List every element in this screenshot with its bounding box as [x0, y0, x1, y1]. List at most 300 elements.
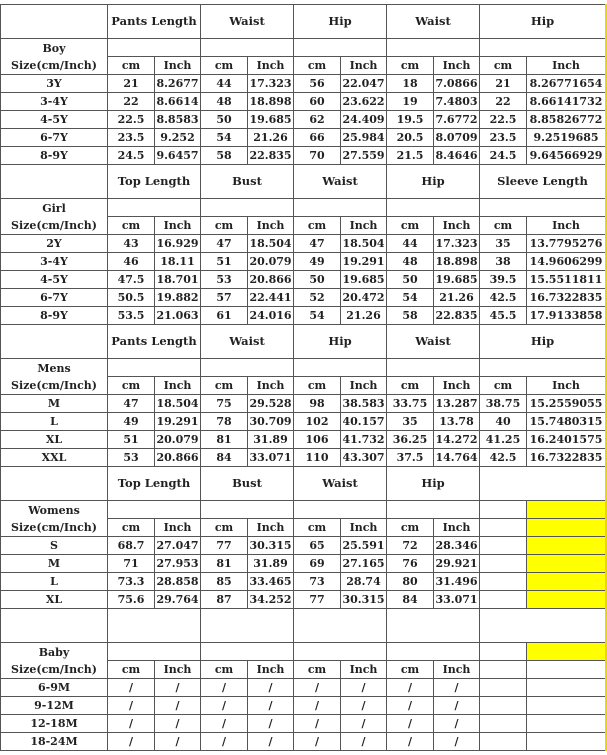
- boy-value-cell: 54: [201, 129, 248, 147]
- boy-value-cell: 21.5: [387, 147, 434, 165]
- womens-value-cell: 76: [387, 555, 434, 573]
- mens-table-row: [1, 449, 607, 467]
- womens-value-cell: 29.921: [434, 555, 480, 573]
- womens-unit-header: cm: [201, 519, 248, 537]
- girl-value-cell: 54: [294, 307, 341, 325]
- boy-value-cell: 19.685: [248, 111, 294, 129]
- mens-size-label-cell: [1, 359, 108, 395]
- womens-value-cell: 73.3: [108, 573, 155, 591]
- boy-unit-header: cm: [480, 57, 527, 75]
- mens-blank-cell: [201, 359, 294, 377]
- baby-group-header: [108, 609, 201, 643]
- boy-value-cell: 27.559: [341, 147, 387, 165]
- boy-value-cell: 9.252: [155, 129, 201, 147]
- mens-value-cell: 41.25: [480, 431, 527, 449]
- boy-size-unit-label: Size(cm/Inch): [11, 58, 97, 72]
- girl-value-cell: 20.472: [341, 289, 387, 307]
- womens-size-cell: XL: [1, 591, 108, 609]
- girl-value-cell: 22.441: [248, 289, 294, 307]
- womens-value-cell: 33.465: [248, 573, 294, 591]
- baby-blank-cell: [387, 643, 480, 661]
- boy-value-cell: 8.8583: [155, 111, 201, 129]
- baby-section-title: Baby: [38, 645, 70, 659]
- girl-value-cell: 53.5: [108, 307, 155, 325]
- baby-value-cell: /: [387, 733, 434, 751]
- womens-value-cell: [527, 591, 607, 609]
- baby-value-cell: /: [294, 733, 341, 751]
- mens-group-header: Hip: [480, 325, 607, 359]
- baby-group-header: [294, 609, 387, 643]
- boy-value-cell: 21.26: [248, 129, 294, 147]
- baby-size-cell: 9-12M: [1, 697, 108, 715]
- womens-spacer-row: [1, 501, 607, 519]
- girl-group-header-row: [1, 165, 607, 199]
- womens-size-label-cell: [1, 501, 108, 537]
- mens-value-cell: 35: [387, 413, 434, 431]
- baby-value-cell: /: [155, 679, 201, 697]
- mens-value-cell: 14.764: [434, 449, 480, 467]
- baby-group-header: [387, 609, 480, 643]
- womens-value-cell: 75.6: [108, 591, 155, 609]
- mens-value-cell: 15.2559055: [527, 395, 607, 413]
- mens-value-cell: 41.732: [341, 431, 387, 449]
- baby-size-cell: 6-9M: [1, 679, 108, 697]
- boy-value-cell: 20.5: [387, 129, 434, 147]
- girl-table-row: [1, 289, 607, 307]
- girl-value-cell: 16.7322835: [527, 289, 607, 307]
- baby-value-cell: /: [108, 733, 155, 751]
- womens-blank-cell: [294, 501, 387, 519]
- boy-value-cell: 23.622: [341, 93, 387, 111]
- womens-blank-cell: [480, 501, 527, 519]
- baby-value-cell: /: [155, 715, 201, 733]
- boy-value-cell: 22.835: [248, 147, 294, 165]
- boy-value-cell: 8.85826772: [527, 111, 607, 129]
- womens-unit-header: [480, 519, 527, 537]
- mens-value-cell: 40: [480, 413, 527, 431]
- boy-value-cell: 18.898: [248, 93, 294, 111]
- womens-unit-header: cm: [108, 519, 155, 537]
- girl-value-cell: 47: [294, 235, 341, 253]
- boy-value-cell: 24.409: [341, 111, 387, 129]
- boy-value-cell: 21: [108, 75, 155, 93]
- mens-unit-header: cm: [480, 377, 527, 395]
- baby-value-cell: /: [155, 733, 201, 751]
- boy-value-cell: 56: [294, 75, 341, 93]
- mens-value-cell: 37.5: [387, 449, 434, 467]
- girl-value-cell: 47: [201, 235, 248, 253]
- boy-value-cell: 44: [201, 75, 248, 93]
- girl-group-header: Bust: [201, 165, 294, 199]
- womens-value-cell: 31.89: [248, 555, 294, 573]
- boy-size-cell: 3Y: [1, 75, 108, 93]
- mens-table-row: [1, 395, 607, 413]
- mens-table-row: [1, 431, 607, 449]
- girl-value-cell: 61: [201, 307, 248, 325]
- boy-table-row: [1, 147, 607, 165]
- girl-value-cell: 48: [387, 253, 434, 271]
- girl-unit-header: cm: [387, 217, 434, 235]
- mens-value-cell: 47: [108, 395, 155, 413]
- baby-value-cell: [480, 715, 527, 733]
- boy-unit-header: Inch: [248, 57, 294, 75]
- mens-value-cell: 30.709: [248, 413, 294, 431]
- girl-value-cell: 20.079: [248, 253, 294, 271]
- girl-value-cell: 46: [108, 253, 155, 271]
- womens-unit-header: Inch: [434, 519, 480, 537]
- baby-table-row: [1, 733, 607, 751]
- girl-corner-cell: [1, 165, 108, 199]
- mens-value-cell: 49: [108, 413, 155, 431]
- womens-value-cell: 33.071: [434, 591, 480, 609]
- mens-value-cell: 110: [294, 449, 341, 467]
- womens-unit-header: Inch: [248, 519, 294, 537]
- mens-value-cell: 16.2401575: [527, 431, 607, 449]
- girl-value-cell: 57: [201, 289, 248, 307]
- boy-value-cell: 9.64566929: [527, 147, 607, 165]
- boy-size-cell: 8-9Y: [1, 147, 108, 165]
- boy-size-label-cell: [1, 39, 108, 75]
- mens-size-cell: M: [1, 395, 108, 413]
- womens-blank-cell: [387, 501, 480, 519]
- girl-blank-cell: [108, 199, 201, 217]
- girl-value-cell: 38: [480, 253, 527, 271]
- mens-value-cell: 13.78: [434, 413, 480, 431]
- mens-corner-cell: [1, 325, 108, 359]
- girl-table-row: [1, 271, 607, 289]
- womens-value-cell: 85: [201, 573, 248, 591]
- girl-section-title: Girl: [42, 201, 66, 215]
- mens-value-cell: 106: [294, 431, 341, 449]
- baby-value-cell: /: [294, 697, 341, 715]
- girl-value-cell: 18.504: [341, 235, 387, 253]
- girl-unit-header: Inch: [155, 217, 201, 235]
- boy-table-row: [1, 93, 607, 111]
- baby-value-cell: [527, 697, 607, 715]
- womens-value-cell: 34.252: [248, 591, 294, 609]
- boy-value-cell: 22.047: [341, 75, 387, 93]
- womens-size-cell: L: [1, 573, 108, 591]
- womens-table-row: [1, 591, 607, 609]
- womens-size-unit-label: Size(cm/Inch): [11, 520, 97, 534]
- womens-value-cell: 77: [294, 591, 341, 609]
- womens-value-cell: 73: [294, 573, 341, 591]
- womens-value-cell: 72: [387, 537, 434, 555]
- girl-unit-header: cm: [294, 217, 341, 235]
- girl-value-cell: 18.504: [248, 235, 294, 253]
- boy-value-cell: 7.0866: [434, 75, 480, 93]
- baby-blank-cell: [294, 643, 387, 661]
- boy-corner-cell: [1, 5, 108, 39]
- mens-unit-header: Inch: [248, 377, 294, 395]
- girl-value-cell: 17.9133858: [527, 307, 607, 325]
- womens-value-cell: [527, 555, 607, 573]
- baby-size-unit-label: Size(cm/Inch): [11, 662, 97, 676]
- girl-group-header: Sleeve Length: [480, 165, 607, 199]
- boy-unit-header: cm: [387, 57, 434, 75]
- womens-section-title: Womens: [28, 503, 80, 517]
- boy-unit-header: cm: [294, 57, 341, 75]
- girl-group-header: Top Length: [108, 165, 201, 199]
- mens-size-cell: XXL: [1, 449, 108, 467]
- boy-value-cell: 21: [480, 75, 527, 93]
- baby-value-cell: /: [341, 733, 387, 751]
- mens-value-cell: 36.25: [387, 431, 434, 449]
- womens-size-cell: M: [1, 555, 108, 573]
- mens-unit-header: Inch: [527, 377, 607, 395]
- womens-unit-header: [527, 519, 607, 537]
- womens-value-cell: 31.496: [434, 573, 480, 591]
- womens-value-cell: [480, 537, 527, 555]
- girl-blank-cell: [294, 199, 387, 217]
- boy-value-cell: 23.5: [108, 129, 155, 147]
- baby-value-cell: /: [108, 679, 155, 697]
- womens-value-cell: 30.315: [341, 591, 387, 609]
- baby-value-cell: /: [248, 733, 294, 751]
- boy-table-row: [1, 75, 607, 93]
- boy-group-header: Waist: [387, 5, 480, 39]
- girl-value-cell: 20.866: [248, 271, 294, 289]
- boy-unit-header: Inch: [434, 57, 480, 75]
- girl-value-cell: 44: [387, 235, 434, 253]
- baby-value-cell: /: [387, 715, 434, 733]
- girl-value-cell: 19.685: [434, 271, 480, 289]
- boy-value-cell: 8.4646: [434, 147, 480, 165]
- boy-spacer-row: [1, 39, 607, 57]
- mens-unit-header: cm: [387, 377, 434, 395]
- baby-table-row: [1, 715, 607, 733]
- womens-value-cell: 28.74: [341, 573, 387, 591]
- boy-blank-cell: [480, 39, 607, 57]
- mens-value-cell: 13.287: [434, 395, 480, 413]
- boy-value-cell: 48: [201, 93, 248, 111]
- mens-unit-header: cm: [108, 377, 155, 395]
- mens-value-cell: 31.89: [248, 431, 294, 449]
- mens-value-cell: 18.504: [155, 395, 201, 413]
- boy-value-cell: 8.0709: [434, 129, 480, 147]
- womens-value-cell: 80: [387, 573, 434, 591]
- girl-value-cell: 22.835: [434, 307, 480, 325]
- baby-group-header: [480, 609, 607, 643]
- boy-value-cell: 22.5: [108, 111, 155, 129]
- girl-unit-header: Inch: [341, 217, 387, 235]
- mens-size-unit-label: Size(cm/Inch): [11, 378, 97, 392]
- womens-unit-header: cm: [387, 519, 434, 537]
- girl-blank-cell: [480, 199, 607, 217]
- boy-blank-cell: [201, 39, 294, 57]
- size-chart-table: [0, 4, 607, 751]
- womens-value-cell: 29.764: [155, 591, 201, 609]
- boy-group-header: Hip: [294, 5, 387, 39]
- girl-size-cell: 2Y: [1, 235, 108, 253]
- womens-table-row: [1, 573, 607, 591]
- boy-value-cell: 70: [294, 147, 341, 165]
- womens-blank-cell: [108, 501, 201, 519]
- womens-value-cell: 71: [108, 555, 155, 573]
- girl-value-cell: 18.11: [155, 253, 201, 271]
- womens-size-cell: S: [1, 537, 108, 555]
- boy-size-cell: 3-4Y: [1, 93, 108, 111]
- baby-size-cell: 18-24M: [1, 733, 108, 751]
- boy-blank-cell: [387, 39, 480, 57]
- baby-unit-header: Inch: [434, 661, 480, 679]
- girl-value-cell: 53: [201, 271, 248, 289]
- boy-group-header: Waist: [201, 5, 294, 39]
- boy-value-cell: 7.4803: [434, 93, 480, 111]
- baby-value-cell: /: [108, 697, 155, 715]
- baby-unit-header: cm: [387, 661, 434, 679]
- womens-value-cell: [480, 591, 527, 609]
- girl-blank-cell: [201, 199, 294, 217]
- boy-group-header: Pants Length: [108, 5, 201, 39]
- mens-value-cell: 53: [108, 449, 155, 467]
- mens-value-cell: 14.272: [434, 431, 480, 449]
- womens-value-cell: 84: [387, 591, 434, 609]
- boy-value-cell: 62: [294, 111, 341, 129]
- girl-value-cell: 51: [201, 253, 248, 271]
- baby-value-cell: /: [434, 733, 480, 751]
- baby-unit-header: cm: [108, 661, 155, 679]
- womens-value-cell: [527, 537, 607, 555]
- boy-value-cell: 8.2677: [155, 75, 201, 93]
- mens-size-cell: XL: [1, 431, 108, 449]
- mens-unit-header: Inch: [341, 377, 387, 395]
- baby-table-row: [1, 679, 607, 697]
- mens-value-cell: 15.7480315: [527, 413, 607, 431]
- womens-value-cell: 87: [201, 591, 248, 609]
- baby-value-cell: /: [341, 715, 387, 733]
- mens-group-header: Pants Length: [108, 325, 201, 359]
- baby-corner-cell: [1, 609, 108, 643]
- baby-value-cell: /: [155, 697, 201, 715]
- girl-size-label-cell: [1, 199, 108, 235]
- boy-value-cell: 66: [294, 129, 341, 147]
- girl-value-cell: 19.291: [341, 253, 387, 271]
- womens-group-header: [480, 467, 607, 501]
- mens-spacer-row: [1, 359, 607, 377]
- mens-value-cell: 102: [294, 413, 341, 431]
- girl-table-row: [1, 253, 607, 271]
- girl-value-cell: 18.701: [155, 271, 201, 289]
- womens-corner-cell: [1, 467, 108, 501]
- baby-group-header-row: [1, 609, 607, 643]
- womens-value-cell: 69: [294, 555, 341, 573]
- womens-table-row: [1, 555, 607, 573]
- baby-value-cell: /: [341, 697, 387, 715]
- girl-value-cell: 21.063: [155, 307, 201, 325]
- girl-value-cell: 42.5: [480, 289, 527, 307]
- baby-blank-cell: [108, 643, 201, 661]
- girl-group-header: Hip: [387, 165, 480, 199]
- boy-table-row: [1, 129, 607, 147]
- mens-blank-cell: [108, 359, 201, 377]
- boy-value-cell: 9.6457: [155, 147, 201, 165]
- mens-value-cell: 33.75: [387, 395, 434, 413]
- baby-unit-header: Inch: [155, 661, 201, 679]
- girl-blank-cell: [387, 199, 480, 217]
- womens-value-cell: 27.953: [155, 555, 201, 573]
- girl-value-cell: 50: [387, 271, 434, 289]
- boy-value-cell: 58: [201, 147, 248, 165]
- girl-value-cell: 15.5511811: [527, 271, 607, 289]
- womens-value-cell: [527, 573, 607, 591]
- baby-value-cell: /: [294, 715, 341, 733]
- girl-unit-header: Inch: [527, 217, 607, 235]
- girl-value-cell: 35: [480, 235, 527, 253]
- mens-value-cell: 43.307: [341, 449, 387, 467]
- girl-value-cell: 13.7795276: [527, 235, 607, 253]
- mens-value-cell: 98: [294, 395, 341, 413]
- mens-table-row: [1, 413, 607, 431]
- mens-value-cell: 38.75: [480, 395, 527, 413]
- womens-unit-header: Inch: [341, 519, 387, 537]
- baby-value-cell: /: [108, 715, 155, 733]
- mens-unit-header: Inch: [155, 377, 201, 395]
- baby-value-cell: /: [434, 697, 480, 715]
- baby-value-cell: /: [434, 715, 480, 733]
- boy-section-title: Boy: [42, 41, 66, 55]
- girl-value-cell: 18.898: [434, 253, 480, 271]
- boy-size-cell: 6-7Y: [1, 129, 108, 147]
- girl-unit-header: Inch: [434, 217, 480, 235]
- mens-value-cell: 33.071: [248, 449, 294, 467]
- boy-value-cell: 24.5: [108, 147, 155, 165]
- baby-spacer-row: [1, 643, 607, 661]
- boy-blank-cell: [294, 39, 387, 57]
- girl-value-cell: 39.5: [480, 271, 527, 289]
- womens-blank-cell: [201, 501, 294, 519]
- baby-value-cell: /: [434, 679, 480, 697]
- boy-blank-cell: [108, 39, 201, 57]
- mens-value-cell: 84: [201, 449, 248, 467]
- girl-value-cell: 21.26: [341, 307, 387, 325]
- womens-value-cell: 77: [201, 537, 248, 555]
- boy-value-cell: 8.6614: [155, 93, 201, 111]
- baby-value-cell: [527, 733, 607, 751]
- girl-value-cell: 16.929: [155, 235, 201, 253]
- mens-size-cell: L: [1, 413, 108, 431]
- mens-unit-header: Inch: [434, 377, 480, 395]
- mens-group-header-row: [1, 325, 607, 359]
- boy-group-header: Hip: [480, 5, 607, 39]
- boy-size-cell: 4-5Y: [1, 111, 108, 129]
- boy-unit-header: cm: [108, 57, 155, 75]
- mens-value-cell: 51: [108, 431, 155, 449]
- mens-value-cell: 40.157: [341, 413, 387, 431]
- baby-value-cell: [480, 733, 527, 751]
- baby-unit-header: Inch: [248, 661, 294, 679]
- girl-value-cell: 24.016: [248, 307, 294, 325]
- girl-unit-header: Inch: [248, 217, 294, 235]
- boy-unit-header: cm: [201, 57, 248, 75]
- girl-value-cell: 19.882: [155, 289, 201, 307]
- girl-value-cell: 19.685: [341, 271, 387, 289]
- mens-value-cell: 78: [201, 413, 248, 431]
- baby-value-cell: /: [201, 679, 248, 697]
- girl-size-cell: 4-5Y: [1, 271, 108, 289]
- womens-value-cell: 30.315: [248, 537, 294, 555]
- baby-group-header: [201, 609, 294, 643]
- highlight-cell: [527, 643, 607, 661]
- boy-value-cell: 8.66141732: [527, 93, 607, 111]
- womens-table-row: [1, 537, 607, 555]
- mens-group-header: Waist: [201, 325, 294, 359]
- baby-value-cell: /: [201, 733, 248, 751]
- boy-unit-header: Inch: [341, 57, 387, 75]
- mens-blank-cell: [294, 359, 387, 377]
- womens-group-header: Bust: [201, 467, 294, 501]
- baby-value-cell: /: [294, 679, 341, 697]
